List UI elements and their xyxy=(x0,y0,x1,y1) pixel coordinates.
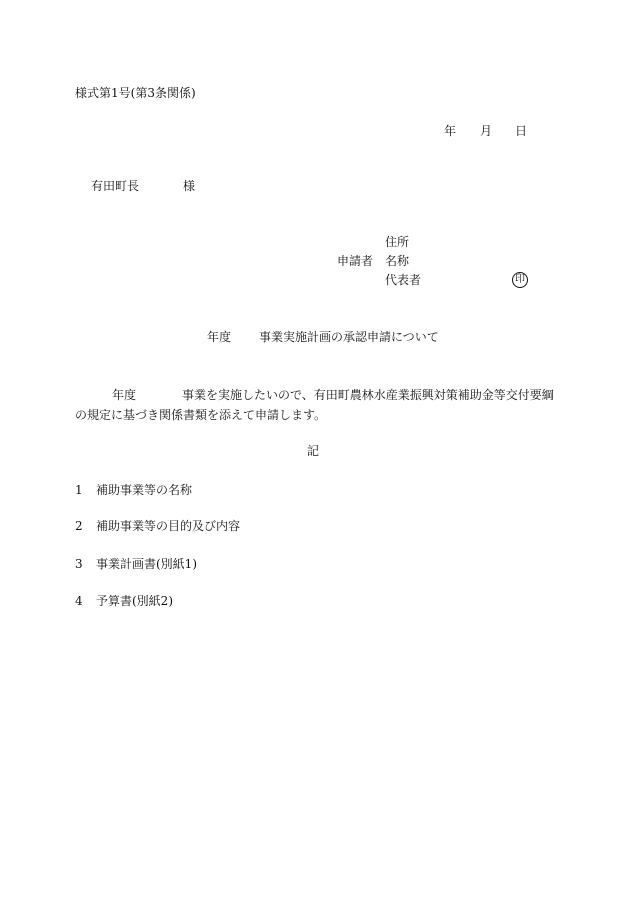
item-text: 予算書(別紙2) xyxy=(96,594,173,608)
representative-label: 代表者 xyxy=(385,273,422,287)
date-year-label: 年 xyxy=(444,124,457,138)
date-month-label: 月 xyxy=(480,124,493,138)
date-day-label: 日 xyxy=(515,124,528,138)
item-number: 3 xyxy=(75,557,83,571)
addressee-name: 有田町長 xyxy=(91,179,140,193)
body-text: 事業を実施したいので、有田町農林水産業振興対策補助金等交付要綱の規定に基づき関係書類を添えて申請します。 xyxy=(75,388,554,422)
seal-mark: 印 xyxy=(512,272,528,288)
title-year-label: 年度 xyxy=(207,330,232,344)
addressee-honorific: 様 xyxy=(183,179,196,193)
item-text: 事業計画書(別紙1) xyxy=(96,557,197,571)
body-year-label: 年度 xyxy=(112,388,137,402)
applicant-label: 申請者 xyxy=(337,254,374,268)
address-label: 住所 xyxy=(385,235,410,249)
item-number: 2 xyxy=(75,519,83,533)
item-number: 1 xyxy=(75,483,83,497)
ki-heading: 記 xyxy=(307,444,320,458)
item-text: 補助事業等の名称 xyxy=(96,483,193,497)
form-label: 様式第1号(第3条関係) xyxy=(75,86,196,100)
item-number: 4 xyxy=(75,594,83,608)
name-label: 名称 xyxy=(385,254,410,268)
title-text: 事業実施計画の承認申請について xyxy=(259,330,439,344)
body-paragraph xyxy=(75,385,555,425)
item-text: 補助事業等の目的及び内容 xyxy=(96,519,241,533)
